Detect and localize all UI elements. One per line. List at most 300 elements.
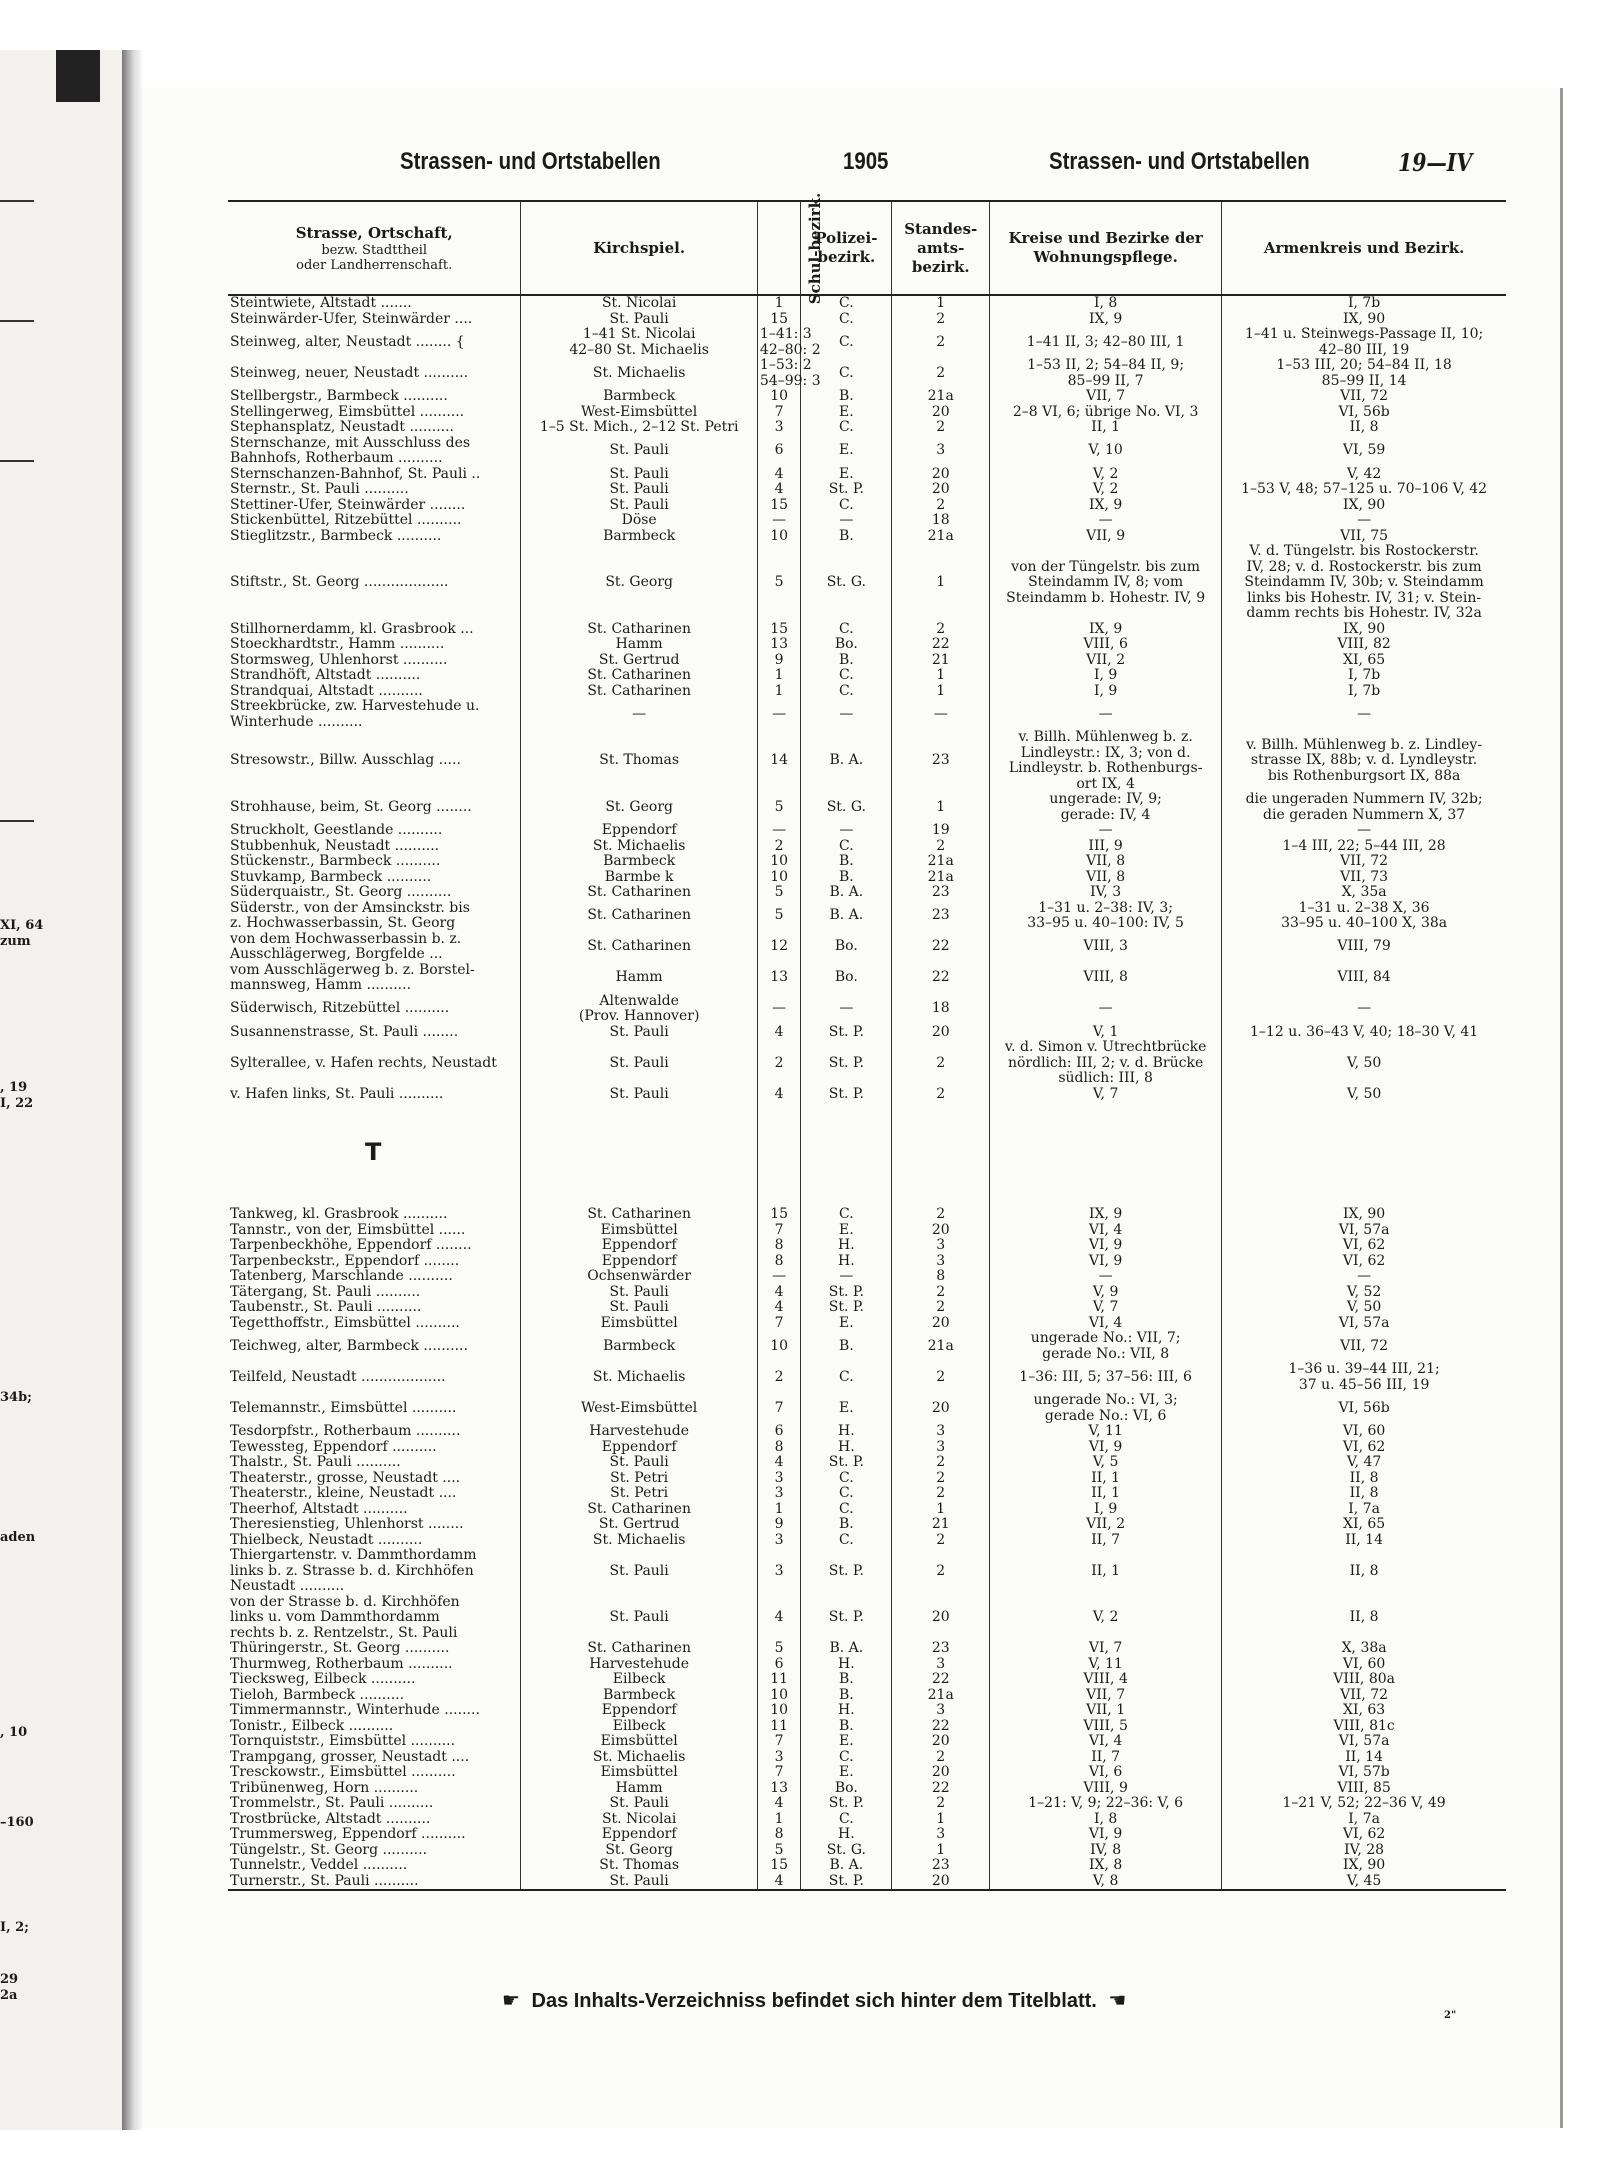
kirchspiel-cell — [521, 1040, 758, 1087]
polizeibezirk: E. — [839, 442, 854, 459]
standesamtsbezirk: 20 — [931, 1023, 950, 1040]
standesamtsbezirk: 1 — [936, 1841, 946, 1858]
kirchspiel-cell — [521, 1502, 758, 1518]
street-name-cell — [228, 1672, 521, 1688]
schulbezirk-cell — [757, 699, 800, 730]
kirchspiel-cell — [521, 684, 758, 700]
street-table — [228, 192, 1506, 1891]
kirchspiel-cell — [521, 1440, 758, 1456]
schulbezirk: 8 — [774, 1237, 784, 1253]
schulbezirk: 3 — [774, 1469, 784, 1486]
wohnungspflege-bezirk-cell — [990, 529, 1222, 545]
street-name: Telemannstr., Eimsbüttel .......... — [230, 1399, 457, 1416]
schulbezirk-cell — [757, 1548, 800, 1595]
armenkreis-cell — [1222, 1548, 1506, 1595]
margin-fragment: 34b; — [0, 1390, 32, 1405]
schulbezirk-cell — [757, 1393, 800, 1424]
schulbezirk: 11 — [770, 1717, 789, 1734]
table-row — [228, 327, 1506, 358]
table-row — [228, 1688, 1506, 1704]
rule-line — [0, 460, 34, 462]
kirchspiel: St. Pauli — [609, 496, 669, 513]
armenkreis-cell — [1222, 1471, 1506, 1487]
armenkreis-cell — [1222, 854, 1506, 870]
armenkreis: 1–53 V, 48; 57–125 u. 70–106 V, 42 — [1241, 481, 1488, 497]
schulbezirk-cell — [757, 1455, 800, 1471]
schulbezirk: — — [772, 1000, 787, 1017]
col-header-armenkreis: Armenkreis und Bezirk. — [1222, 201, 1506, 295]
street-name-cell — [228, 1486, 521, 1502]
armenkreis-cell — [1222, 1238, 1506, 1254]
polizeibezirk: St. P. — [828, 1283, 864, 1300]
armenkreis: V, 50 — [1346, 1054, 1382, 1071]
street-name-cell — [228, 482, 521, 498]
table-row — [228, 1269, 1506, 1285]
standesamtsbezirk: 22 — [931, 1671, 950, 1687]
street-name-cell — [228, 327, 521, 358]
kirchspiel-cell — [521, 436, 758, 467]
kirchspiel-cell — [521, 839, 758, 855]
standesamtsbezirk: 1 — [936, 667, 946, 683]
street-name-cell — [228, 699, 521, 730]
standesamtsbezirk: 23 — [931, 884, 950, 900]
armenkreis-cell — [1222, 1781, 1506, 1797]
wohnungspflege-bezirk: II, 1 — [1091, 1485, 1121, 1501]
table-row — [228, 529, 1506, 545]
wohnungspflege-bezirk: VII, 2 — [1086, 651, 1126, 668]
street-name-line: z. Hochwasserbassin, St. Georg — [230, 915, 456, 931]
table-body-t — [228, 1207, 1506, 1890]
street-name-cell — [228, 653, 521, 669]
schulbezirk-cell — [757, 1688, 800, 1704]
polizeibezirk-cell — [801, 389, 892, 405]
polizeibezirk: B. — [838, 1671, 854, 1687]
street-name-cell — [228, 1765, 521, 1781]
schulbezirk-line: 1–41: 3 — [759, 326, 812, 342]
street-name-cell — [228, 1254, 521, 1270]
street-name: Trampgang, grosser, Neustadt .... — [230, 1748, 470, 1765]
standesamtsbezirk: 22 — [931, 1717, 950, 1734]
street-name-cell — [228, 637, 521, 653]
table-row — [228, 854, 1506, 870]
polizeibezirk: C. — [839, 667, 854, 683]
standesamtsbezirk: 3 — [936, 1252, 946, 1269]
wohnungspflege-bezirk-cell — [990, 1502, 1222, 1518]
standesamtsbezirk: 2 — [936, 1085, 946, 1102]
section-letter: T — [365, 1137, 382, 1166]
polizeibezirk: — — [839, 705, 854, 722]
schulbezirk-cell — [757, 1471, 800, 1487]
kirchspiel-cell — [521, 792, 758, 823]
schulbezirk-cell — [757, 1719, 800, 1735]
armenkreis-line: bis Rothenburgsort IX, 88a — [1267, 767, 1461, 784]
polizeibezirk-cell — [801, 1486, 892, 1502]
schulbezirk-cell — [757, 1424, 800, 1440]
wohnungspflege-bezirk-line: v. Billh. Mühlenweg b. z. — [1018, 729, 1193, 745]
kirchspiel: St. Pauli — [609, 1054, 669, 1071]
kirchspiel-cell — [521, 854, 758, 870]
armenkreis: VIII, 84 — [1337, 969, 1391, 986]
polizeibezirk: B. A. — [829, 1857, 864, 1873]
schulbezirk: 4 — [774, 465, 784, 482]
armenkreis-cell — [1222, 1316, 1506, 1332]
table-row — [228, 1316, 1506, 1332]
armenkreis: VI, 57a — [1338, 1733, 1390, 1749]
standesamtsbezirk: 21a — [927, 1686, 954, 1703]
table-row — [228, 823, 1506, 839]
table-row — [228, 1750, 1506, 1766]
standesamtsbezirk-cell — [892, 870, 990, 886]
schulbezirk-cell — [757, 839, 800, 855]
street-name: Trummersweg, Eppendorf .......... — [230, 1826, 466, 1842]
schulbezirk: 3 — [774, 419, 784, 435]
polizeibezirk: St. P. — [828, 1454, 864, 1470]
schulbezirk: 3 — [774, 1485, 784, 1501]
polizeibezirk: C. — [839, 1368, 854, 1385]
schulbezirk: 4 — [774, 1872, 784, 1889]
kirchspiel-cell — [521, 1207, 758, 1223]
schulbezirk: 1 — [774, 1500, 784, 1517]
schulbezirk-cell — [757, 1223, 800, 1239]
standesamtsbezirk: 2 — [936, 1368, 946, 1385]
street-name: Strohhause, beim, St. Georg ........ — [230, 798, 472, 815]
armenkreis-line: links bis Hohestr. IV, 31; v. Stein- — [1247, 589, 1482, 606]
schulbezirk-cell — [757, 295, 800, 312]
standesamtsbezirk: 21a — [927, 853, 954, 869]
standesamtsbezirk-cell — [892, 1781, 990, 1797]
kirchspiel-cell — [521, 1331, 758, 1362]
polizeibezirk-cell — [801, 901, 892, 932]
table-row — [228, 1812, 1506, 1828]
armenkreis: II, 14 — [1345, 1748, 1383, 1765]
kirchspiel-cell — [521, 1424, 758, 1440]
kirchspiel-cell — [521, 730, 758, 792]
schulbezirk: 1 — [774, 667, 784, 683]
polizeibezirk-cell — [801, 653, 892, 669]
polizeibezirk-cell — [801, 1657, 892, 1673]
street-name-cell — [228, 1207, 521, 1223]
armenkreis-cell — [1222, 327, 1506, 358]
polizeibezirk-cell — [801, 405, 892, 421]
standesamtsbezirk: 3 — [936, 1438, 946, 1455]
standesamtsbezirk: 20 — [931, 481, 950, 497]
wohnungspflege-bezirk: V, 11 — [1088, 1655, 1123, 1672]
schulbezirk: 10 — [770, 527, 789, 544]
previous-page-edge — [0, 50, 123, 2130]
wohnungspflege-bezirk: II, 7 — [1091, 1531, 1121, 1548]
armenkreis-cell — [1222, 1285, 1506, 1301]
kirchspiel: St. Michaelis — [592, 1368, 686, 1385]
standesamtsbezirk: 3 — [936, 1423, 946, 1439]
kirchspiel-cell — [521, 1362, 758, 1393]
standesamtsbezirk-cell — [892, 1285, 990, 1301]
polizeibezirk: Bo. — [834, 636, 858, 652]
street-name: Sylterallee, v. Hafen rechts, Neustadt — [230, 1054, 497, 1071]
street-name: Stillhornerdamm, kl. Grasbrook ... — [230, 620, 474, 637]
standesamtsbezirk: 2 — [936, 496, 946, 513]
standesamtsbezirk: 1 — [936, 574, 946, 590]
kirchspiel-cell — [521, 1657, 758, 1673]
schulbezirk: 7 — [774, 403, 784, 420]
kirchspiel: Eilbeck — [612, 1671, 666, 1687]
kirchspiel-cell — [521, 389, 758, 405]
wohnungspflege-bezirk-cell — [990, 653, 1222, 669]
standesamtsbezirk-cell — [892, 1040, 990, 1087]
wohnungspflege-bezirk-cell — [990, 699, 1222, 730]
standesamtsbezirk-cell — [892, 420, 990, 436]
polizeibezirk-cell — [801, 1672, 892, 1688]
armenkreis: II, 8 — [1349, 1485, 1379, 1501]
schulbezirk: 10 — [770, 1702, 789, 1718]
wohnungspflege-bezirk-cell — [990, 1657, 1222, 1673]
polizeibezirk-cell — [801, 994, 892, 1025]
wohnungspflege-bezirk: II, 1 — [1091, 1562, 1121, 1579]
standesamtsbezirk-cell — [892, 358, 990, 389]
street-name: Stückenstr., Barmbeck .......... — [230, 853, 441, 869]
schulbezirk: 9 — [774, 1516, 784, 1532]
polizeibezirk-cell — [801, 513, 892, 529]
table-row — [228, 1207, 1506, 1223]
standesamtsbezirk: 1 — [936, 295, 946, 311]
table-row — [228, 792, 1506, 823]
table-row — [228, 1734, 1506, 1750]
armenkreis: VI, 62 — [1342, 1252, 1386, 1269]
polizeibezirk: B. A. — [829, 907, 864, 924]
street-name-line: Streekbrücke, zw. Harvestehude u. — [230, 698, 480, 714]
table-row — [228, 1087, 1506, 1103]
armenkreis-cell — [1222, 1595, 1506, 1642]
armenkreis-cell — [1222, 870, 1506, 886]
wohnungspflege-bezirk-line: nördlich: III, 2; v. d. Brücke — [1007, 1054, 1204, 1071]
table-row — [228, 1040, 1506, 1087]
standesamtsbezirk: 23 — [931, 907, 950, 924]
standesamtsbezirk: 2 — [936, 1454, 946, 1470]
standesamtsbezirk: 2 — [936, 419, 946, 435]
street-name-cell — [228, 622, 521, 638]
kirchspiel-line: (Prov. Hannover) — [578, 1008, 700, 1024]
street-name: Trostbrücke, Altstadt .......... — [230, 1810, 431, 1827]
wohnungspflege-bezirk-cell — [990, 637, 1222, 653]
wohnungspflege-bezirk: VI, 9 — [1088, 1252, 1123, 1269]
wohnungspflege-bezirk-cell — [990, 513, 1222, 529]
street-name-line: vom Ausschlägerweg b. z. Borstel- — [230, 961, 475, 978]
kirchspiel: St. Nicolai — [601, 295, 677, 311]
polizeibezirk: C. — [839, 1748, 854, 1765]
polizeibezirk: B. A. — [829, 1640, 864, 1656]
table-row — [228, 1502, 1506, 1518]
schulbezirk: 14 — [770, 752, 789, 769]
wohnungspflege-bezirk-cell — [990, 498, 1222, 514]
standesamtsbezirk-cell — [892, 529, 990, 545]
schulbezirk: 8 — [774, 1826, 784, 1842]
schulbezirk: 1 — [774, 295, 784, 311]
table-row — [228, 358, 1506, 389]
standesamtsbezirk-cell — [892, 637, 990, 653]
kirchspiel: St. Pauli — [609, 481, 669, 497]
kirchspiel-cell — [521, 622, 758, 638]
schulbezirk: 8 — [774, 1438, 784, 1455]
standesamtsbezirk-cell — [892, 1812, 990, 1828]
schulbezirk-cell — [757, 1874, 800, 1891]
armenkreis: VII, 72 — [1340, 388, 1389, 404]
schulbezirk-cell — [757, 854, 800, 870]
polizeibezirk: St. P. — [828, 1562, 864, 1579]
armenkreis: VI, 62 — [1342, 1826, 1386, 1842]
street-name: Thurmweg, Rotherbaum .......... — [230, 1655, 453, 1672]
table-row — [228, 1796, 1506, 1812]
polizeibezirk: St. P. — [828, 1795, 864, 1811]
armenkreis: I, 7b — [1347, 682, 1381, 699]
table-row — [228, 467, 1506, 483]
col-header-kirchspiel: Kirchspiel. — [521, 201, 758, 295]
col-header-kreise: Kreise und Bezirke der Wohnungspflege. — [990, 201, 1222, 295]
standesamtsbezirk: 19 — [931, 822, 950, 838]
polizeibezirk-cell — [801, 1471, 892, 1487]
street-name: Steinweg, alter, Neustadt ........ { — [230, 333, 465, 350]
kirchspiel: Eppendorf — [601, 1438, 677, 1455]
kirchspiel-cell — [521, 1238, 758, 1254]
armenkreis: VII, 72 — [1340, 1686, 1389, 1703]
table-row — [228, 1657, 1506, 1673]
kirchspiel: Hamm — [615, 969, 663, 986]
standesamtsbezirk-cell — [892, 854, 990, 870]
table-row — [228, 901, 1506, 932]
wohnungspflege-bezirk: V, 7 — [1092, 1299, 1119, 1315]
street-name: Theaterstr., grosse, Neustadt .... — [230, 1469, 461, 1486]
schulbezirk-cell — [757, 1040, 800, 1087]
kirchspiel: Hamm — [615, 1779, 663, 1796]
armenkreis-line: die geraden Nummern X, 37 — [1263, 806, 1466, 823]
wohnungspflege-bezirk: V, 10 — [1088, 442, 1123, 459]
wohnungspflege-bezirk-cell — [990, 1362, 1222, 1393]
schulbezirk-cell — [757, 1750, 800, 1766]
table-row — [228, 1471, 1506, 1487]
wohnungspflege-bezirk-cell — [990, 1750, 1222, 1766]
kirchspiel: St. Thomas — [599, 1857, 680, 1873]
table-row — [228, 1548, 1506, 1595]
kirchspiel: — — [632, 705, 647, 722]
table-row — [228, 1486, 1506, 1502]
wohnungspflege-bezirk: VIII, 3 — [1083, 938, 1128, 955]
polizeibezirk-cell — [801, 420, 892, 436]
standesamtsbezirk: 2 — [936, 1469, 946, 1486]
polizeibezirk: C. — [839, 837, 854, 854]
armenkreis-cell — [1222, 1703, 1506, 1719]
street-name-line: rechts b. z. Rentzelstr., St. Pauli — [230, 1624, 458, 1641]
street-name: Trommelstr., St. Pauli .......... — [230, 1795, 434, 1811]
armenkreis-cell — [1222, 1269, 1506, 1285]
street-name-cell — [228, 1300, 521, 1316]
table-row — [228, 684, 1506, 700]
polizeibezirk: C. — [839, 1469, 854, 1486]
kirchspiel: St. Georg — [605, 798, 673, 815]
standesamtsbezirk-cell — [892, 1316, 990, 1332]
wohnungspflege-bezirk: IV, 8 — [1090, 1841, 1122, 1858]
wohnungspflege-bezirk: VIII, 8 — [1083, 969, 1128, 986]
kirchspiel-cell — [521, 1471, 758, 1487]
street-name: Stettiner-Ufer, Steinwärder ........ — [230, 496, 466, 513]
running-title-right: Strassen- und Ortstabellen — [1049, 148, 1310, 175]
wohnungspflege-bezirk-cell — [990, 668, 1222, 684]
kirchspiel: Eppendorf — [601, 1237, 677, 1253]
schulbezirk-cell — [757, 1641, 800, 1657]
kirchspiel-cell — [521, 994, 758, 1025]
wohnungspflege-bezirk: — — [1098, 512, 1113, 528]
wohnungspflege-bezirk: — — [1098, 1000, 1113, 1017]
schulbezirk-cell — [757, 1827, 800, 1843]
kirchspiel: St. Gertrud — [598, 1516, 680, 1532]
street-name: Teichweg, alter, Barmbeck .......... — [230, 1337, 468, 1354]
kirchspiel-cell — [521, 1316, 758, 1332]
armenkreis: VI, 62 — [1342, 1237, 1386, 1253]
standesamtsbezirk-cell — [892, 1858, 990, 1874]
wohnungspflege-bezirk: VI, 7 — [1088, 1640, 1123, 1656]
kirchspiel: Harvestehude — [589, 1655, 690, 1672]
standesamtsbezirk: 1 — [936, 798, 946, 815]
armenkreis-cell — [1222, 1827, 1506, 1843]
standesamtsbezirk-cell — [892, 1874, 990, 1891]
polizeibezirk: Bo. — [834, 938, 858, 955]
kirchspiel: St. Pauli — [609, 1609, 669, 1625]
street-name-cell — [228, 854, 521, 870]
wohnungspflege-bezirk-cell — [990, 1440, 1222, 1456]
polizeibezirk-cell — [801, 1424, 892, 1440]
standesamtsbezirk-cell — [892, 1734, 990, 1750]
kirchspiel-cell — [521, 1254, 758, 1270]
standesamtsbezirk: 20 — [931, 403, 950, 420]
table-row — [228, 405, 1506, 421]
schulbezirk: 7 — [774, 1733, 784, 1749]
table-row — [228, 730, 1506, 792]
polizeibezirk: E. — [839, 1221, 854, 1238]
polizeibezirk: B. — [838, 1337, 854, 1354]
kirchspiel-cell — [521, 327, 758, 358]
street-name-cell — [228, 901, 521, 932]
wohnungspflege-bezirk: V, 1 — [1092, 1023, 1119, 1040]
armenkreis-line: 1–53 III, 20; 54–84 II, 18 — [1276, 357, 1452, 373]
armenkreis-cell — [1222, 1424, 1506, 1440]
kirchspiel: St. Michaelis — [592, 1748, 686, 1765]
wohnungspflege-bezirk: VIII, 4 — [1083, 1671, 1128, 1687]
section-letter-cell — [228, 1102, 521, 1207]
polizeibezirk-cell — [801, 963, 892, 994]
street-name: Süderwisch, Ritzebüttel .......... — [230, 1000, 450, 1017]
standesamtsbezirk: 18 — [931, 1000, 950, 1017]
wohnungspflege-bezirk-cell — [990, 1641, 1222, 1657]
street-name-cell — [228, 1781, 521, 1797]
kirchspiel: 1–5 St. Mich., 2–12 St. Petri — [539, 419, 739, 435]
standesamtsbezirk-cell — [892, 1393, 990, 1424]
standesamtsbezirk-cell — [892, 622, 990, 638]
schulbezirk-cell — [757, 885, 800, 901]
armenkreis: XI, 63 — [1342, 1702, 1386, 1718]
kirchspiel: Barmbeck — [603, 853, 676, 869]
polizeibezirk-cell — [801, 1827, 892, 1843]
kirchspiel-cell — [521, 312, 758, 328]
armenkreis: II, 8 — [1349, 1562, 1379, 1579]
wohnungspflege-bezirk-line: ungerade No.: VI, 3; — [1033, 1392, 1178, 1408]
armenkreis-line: 1–31 u. 2–38 X, 36 — [1298, 899, 1430, 916]
polizeibezirk: St. P. — [828, 1872, 864, 1889]
schulbezirk: 3 — [774, 1562, 784, 1579]
armenkreis: IX, 90 — [1342, 496, 1386, 513]
armenkreis: V, 45 — [1346, 1872, 1382, 1889]
kirchspiel-cell — [521, 529, 758, 545]
schulbezirk-cell — [757, 1595, 800, 1642]
kirchspiel: St. Pauli — [609, 1562, 669, 1579]
polizeibezirk: B. — [838, 1717, 854, 1734]
wohnungspflege-bezirk: VI, 9 — [1088, 1438, 1123, 1455]
